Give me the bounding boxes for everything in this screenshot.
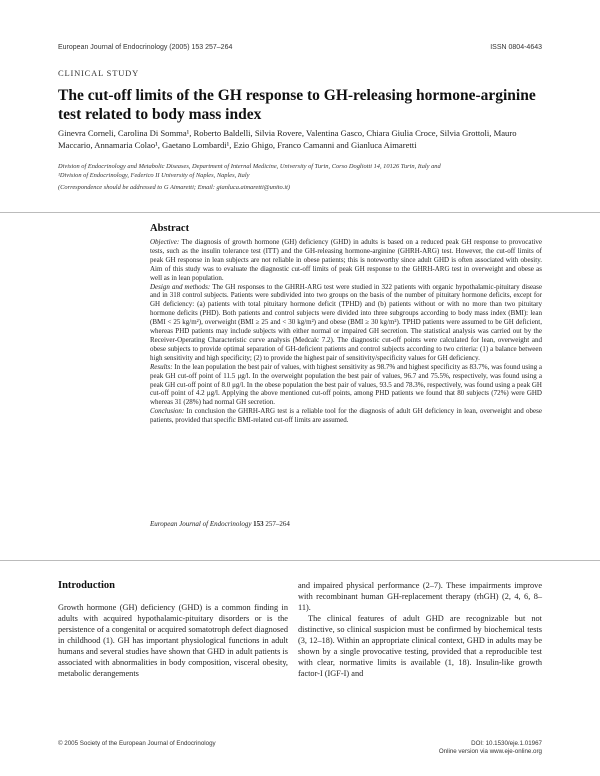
issn: ISSN 0804-4643 — [490, 44, 542, 51]
doi: DOI: 10.1530/eje.1.01967 — [471, 740, 542, 747]
intro-column-right — [298, 580, 542, 679]
affiliation-turin: Division of Endocrinology and Metabolic Diseases, Department of Internal Medicine, University of Turin, Corso Dogliotti 14, 10126 Turin, Italy and — [58, 163, 441, 170]
copyright: © 2005 Society of the European Journal of Endocrinology — [58, 740, 216, 747]
introduction-heading: Introduction — [58, 580, 115, 591]
intro-paragraph-3: The clinical features of adult GHD are recognizable but not distinctive, so clinical suspicion must be confirmed by biochemical tests (3, 12–18). Within an appropriate clinical context, GHD in adults may be shown by a single provocative testing, provided that a reproducible test with clear, normative limits is available (1, 18). Insulin-like growth factor-I (IGF-I) and — [298, 614, 542, 678]
intro-paragraph-2: and impaired physical performance (2–7). These impairments improve with recombinant human GH-replacement therapy (rhGH) (2, 4, 6, 8–11). — [298, 581, 542, 612]
abstract-body — [150, 238, 542, 425]
cite-volume: 153 — [253, 520, 264, 528]
conclusion-text: In conclusion the GHRH-ARG test is a reliable tool for the diagnosis of adult GH deficiency in lean, overweight and obese patients, provided that specific BMI-related cut-off limits are assumed. — [150, 407, 542, 425]
abstract-results — [150, 363, 542, 408]
design-label: Design and methods: — [150, 282, 211, 291]
divider-top — [0, 212, 600, 213]
conclusion-label: Conclusion: — [150, 407, 185, 416]
cite-journal: European Journal of Endocrinology — [150, 520, 252, 528]
abstract-heading: Abstract — [150, 223, 190, 234]
author-list: Ginevra Corneli, Carolina Di Somma¹, Roberto Baldelli, Silvia Rovere, Valentina Gasco, Chiara Giulia Croce, Silvia Grottoli, Mauro Maccario, Annamaria Colao¹, Gaetano Lombardi¹, Ezio Ghigo, Franco Camanni and Gianluca Aimaretti — [58, 128, 517, 150]
abstract-design — [150, 283, 542, 363]
correspondence: (Correspondence should be addressed to G Aimaretti; Email: gianluca.aimaretti@unito.it) — [58, 184, 291, 191]
intro-paragraph-1: Growth hormone (GH) deficiency (GHD) is a common finding in adults with acquired hypothalamic-pituitary disorders or is the persistence of a congenital or acquired somatotroph defect diagnosed in childhood (1). GH has important physiological functions in adult humans and several studies have shown that GHD in adult patients is associated with abnormalities in body composition, visceral obesity, metabolic derangements — [58, 603, 288, 678]
online-version-link[interactable]: Online version via www.eje-online.org — [438, 748, 542, 755]
article-title: The cut-off limits of the GH response to GH-releasing hormone-arginine test related to body mass index — [58, 87, 536, 123]
divider-bottom — [0, 560, 600, 561]
abstract-citation — [150, 520, 290, 528]
cite-pages: 257–264 — [265, 520, 290, 528]
abstract-conclusion — [150, 407, 542, 425]
objective-label: Objective: — [150, 238, 180, 246]
design-text: The GH responses to the GHRH-ARG test were studied in 322 patients with organic hypothalamic-pituitary disease and in 318 control subjects. Patients were subdivided into two groups on the basis of the number of pituitary hormone deficits, except for GH deficiency: (a) patients with total pituitary hormone deficit (TPHD) and (b) patients without or with no more than two pituitary hormone deficits (PHD). Both patients and control subjects were divided into three subgroups according to body mass index (BMI): lean (BMI < 25 kg/m²), overweight (BMI ≥ 25 and < 30 kg/m²) and obese (BMI ≥ 30 kg/m²). TPHD patients were assumed to be GH deficient, whereas PHD patients may include subjects with either normal or impaired GH secretion. The statistical analysis was carried out by the Receiver-Operating Characteristic curve analysis (Medcalc 7.2). The diagnostic cut-off points were calculated for lean, overweight and obese subjects to provide optimal separation of GH-deficient patients and control subjects according to two criteria: (1) a balance between high sensitivity and high specificity; (2) to provide the highest pair of sensitivity/specificity values for GH deficiency. — [150, 282, 542, 362]
section-label: CLINICAL STUDY — [58, 68, 140, 78]
abstract-objective — [150, 238, 542, 283]
affiliation-naples: ¹Division of Endocrinology, Federico II University of Naples, Naples, Italy — [58, 171, 250, 179]
journal-citation: European Journal of Endocrinology (2005) 153 257–264 — [58, 44, 233, 51]
results-text: In the lean population the best pair of values, with highest sensitivity as 98.7% and highest specificity as 83.7%, was found using a peak GH cut-off point of 11.5 μg/l. In the overweight population the best pair of values, 96.7 and 75.5%, respectively, was found using a peak GH cut-off point of 8.0 μg/l. In the obese population the best pair of values, 93.5 and 78.3%, respectively, was found using a peak GH cut-off point of 4.2 μg/l. Applying the above mentioned cut-off points, among PHD patients we found that 80 subjects (72%) were GHD whereas 31 (28%) had normal GH secretion. — [150, 362, 542, 407]
affiliations — [58, 163, 542, 180]
intro-column-left — [58, 602, 288, 679]
objective-text: The diagnosis of growth hormone (GH) deficiency (GHD) in adults is based on a reduced peak GH response to provocative tests, such as the insulin tolerance test (ITT) and the GH-releasing hormone-arginine (GHRH-ARG) test. However, the cut-off limits of peak GH response in lean subjects are not reliable in obese patients; this is noteworthy since adult GHD is often associated with obesity. Aim of this study was to evaluate the diagnostic cut-off limits of peak GH response to the GHRH-ARG test in overweight and obese as well as in lean population. — [150, 238, 542, 282]
results-label: Results: — [150, 362, 173, 371]
